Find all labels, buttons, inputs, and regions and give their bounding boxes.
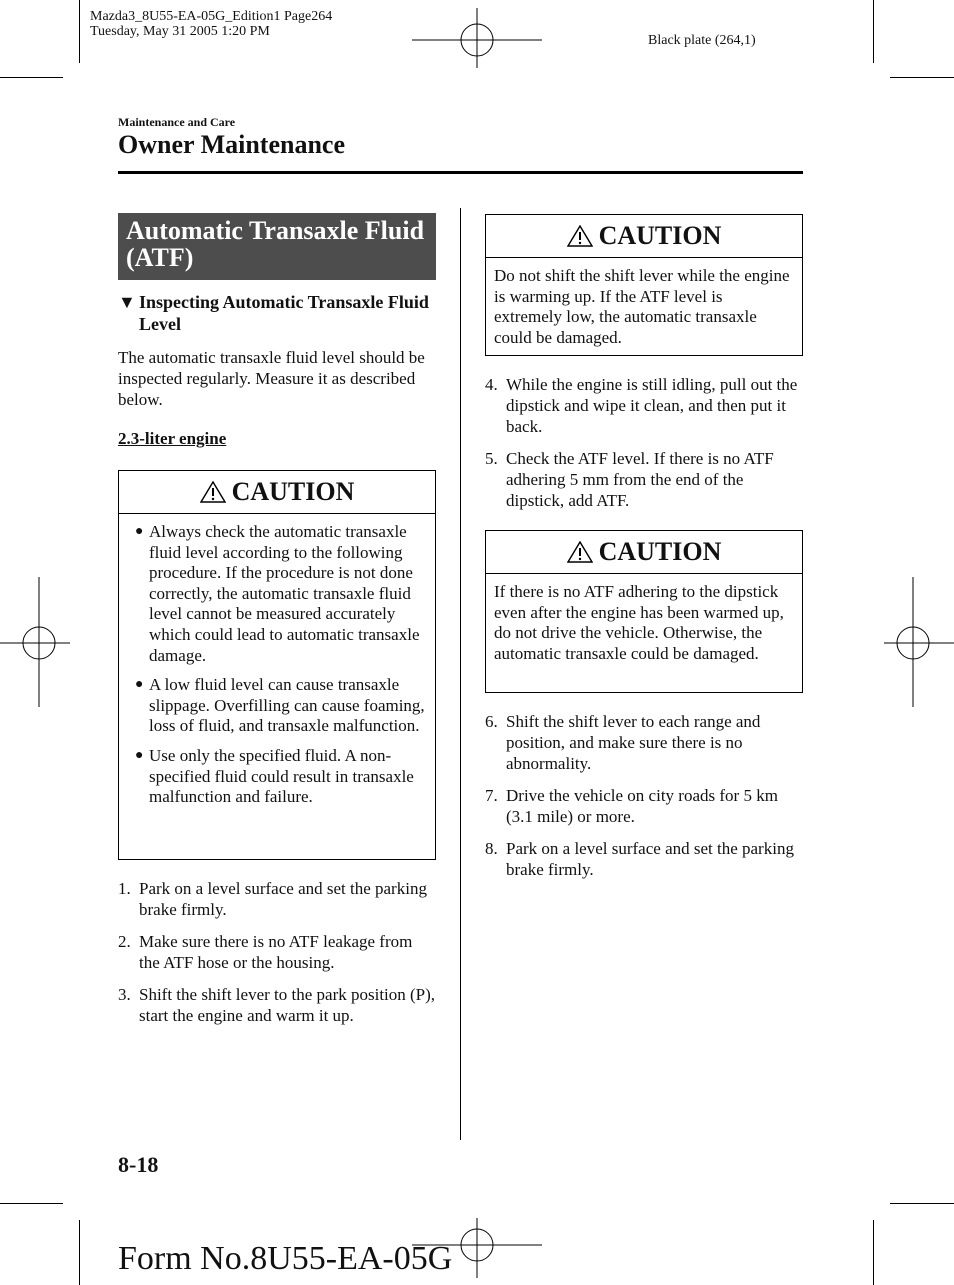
plate-info: Black plate (264,1) [648,33,756,48]
caution-body: If there is no ATF adhering to the dipstick even after the engine has been warmed up, do not drive the vehicle. Otherwise, the automatic transaxle could be damaged. [494,582,784,663]
subheading [118,291,436,335]
bullet-text: Always check the automatic transaxle fluid level according to the following procedure. If the procedure is not done correctly, the automatic transaxle fluid level cannot be measured accurately which could lead to automatic transaxle damage. [149,522,420,665]
caution-box [118,470,436,860]
caution-header [486,531,802,574]
step-number: 7. [485,786,498,805]
crop-mark [0,77,63,78]
step-text: Drive the vehicle on city roads for 5 km (3.1 mile) or more. [506,786,778,826]
steps-list-right-b [485,711,803,891]
caution-body [119,514,435,814]
caution-title: CAUTION [231,477,355,506]
crop-mark [873,0,874,63]
step-text: While the engine is still idling, pull out the dipstick and wipe it clean, and then put it back. [506,375,798,436]
intro-paragraph: The automatic transaxle fluid level should be inspected regularly. Measure it as described below. [118,348,425,409]
triangle-down-icon: ▼ [118,292,136,312]
steps-list-right-a [485,374,805,522]
step-number: 4. [485,375,498,394]
step-text: Park on a level surface and set the parking brake firmly. [506,839,794,879]
crop-mark [79,0,80,63]
list-item [118,931,436,973]
crop-mark [79,1220,80,1285]
registration-mark-icon [884,577,954,707]
list-item [485,838,803,880]
column-divider [460,208,461,1140]
caution-header [119,471,435,514]
caution-box [485,214,803,356]
header-rule [118,171,803,174]
step-number: 5. [485,449,498,468]
warning-icon [567,541,593,563]
section-label: Maintenance and Care [118,115,236,129]
list-item [485,448,805,511]
list-item [127,522,427,666]
engine-label: 2.3-liter engine [118,429,227,448]
step-text: Shift the shift lever to the park position (P), start the engine and warm it up. [139,985,436,1025]
crop-mark [873,1220,874,1285]
step-number: 3. [118,985,131,1004]
registration-mark-icon [0,577,70,707]
step-text: Park on a level surface and set the parking brake firmly. [139,879,427,919]
crop-mark [0,1203,63,1204]
bullet-icon: ● [135,524,144,539]
list-item [127,675,427,737]
step-number: 8. [485,839,498,858]
form-number: Form No.8U55-EA-05G [118,1240,453,1277]
bullet-text: Use only the specified fluid. A non-specified fluid could result in transaxle malfunction and failure. [149,745,414,807]
file-info [90,9,332,39]
page-title: Owner Maintenance [118,130,345,159]
crop-mark [890,77,954,78]
subheading-text: Inspecting Automatic Transaxle Fluid Level [139,292,429,334]
caution-title: CAUTION [598,537,722,566]
step-text: Make sure there is no ATF leakage from the ATF hose or the housing. [139,932,413,972]
list-item [118,984,436,1026]
step-text: Shift the shift lever to each range and position, and make sure there is no abnormality. [506,712,761,773]
page-number: 8-18 [118,1152,159,1177]
step-text: Check the ATF level. If there is no ATF adhering 5 mm from the end of the dipstick, add ATF. [506,449,774,510]
caution-box [485,530,803,693]
crop-mark [890,1203,954,1204]
warning-icon [200,481,226,503]
caution-body: Do not shift the shift lever while the engine is warming up. If the ATF level is extremely low, the automatic transaxle could be damaged. [494,266,790,347]
list-item [485,374,805,437]
bullet-icon: ● [135,677,144,693]
step-number: 2. [118,932,131,951]
registration-mark-icon [412,8,542,68]
list-item [127,746,427,808]
caution-title: CAUTION [598,221,722,250]
step-number: 6. [485,712,498,731]
warning-icon [567,225,593,247]
bullet-icon: ● [135,747,144,763]
section-heading: Automatic Transaxle Fluid (ATF) [118,213,436,280]
list-item [485,785,803,827]
file-info-line2: Tuesday, May 31 2005 1:20 PM [90,24,270,39]
step-number: 1. [118,879,131,898]
bullet-text: A low fluid level can cause transaxle slippage. Overfilling can cause foaming, loss of fluid, and transaxle malfunction. [149,675,425,736]
steps-list-left [118,878,436,1037]
file-info-line1: Mazda3_8U55-EA-05G_Edition1 Page264 [90,9,333,24]
list-item [485,711,803,774]
list-item [118,878,436,920]
caution-header [486,215,802,258]
